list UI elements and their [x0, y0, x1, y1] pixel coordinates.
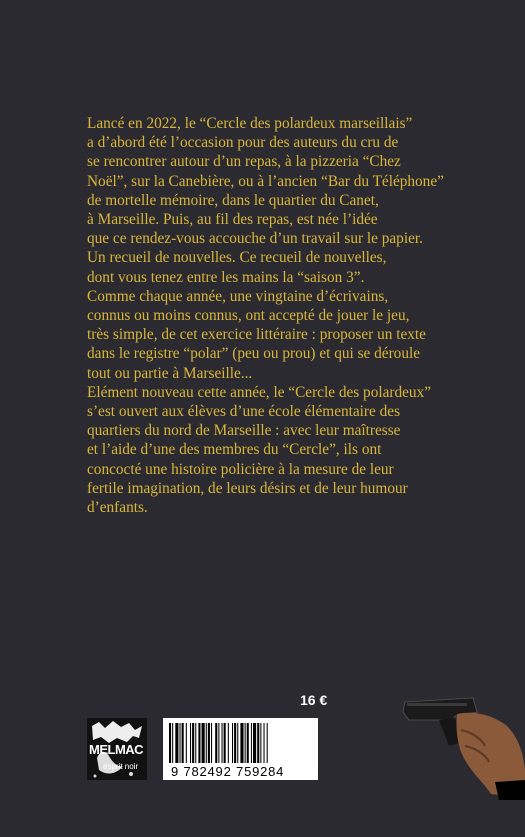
price-label: 16 € — [300, 692, 328, 708]
barcode-bar — [202, 723, 205, 763]
barcode-bar — [190, 723, 191, 763]
barcode-bar — [245, 723, 246, 763]
blurb-line: à Marseille. Puis, au fil des repas, est née l’idée — [87, 211, 378, 229]
barcode-bar — [215, 723, 217, 763]
barcode-bar — [182, 723, 184, 763]
barcode-bar — [228, 723, 229, 763]
barcode-bar — [267, 723, 268, 763]
barcode-bar — [251, 723, 252, 763]
barcode-bar — [195, 723, 196, 763]
melmac-logo — [87, 718, 147, 780]
barcode-bar — [257, 723, 259, 763]
barcode-bar — [253, 723, 256, 763]
barcode-bar — [247, 723, 249, 763]
isbn-number: 9 782492 759284 — [171, 764, 285, 779]
blurb-line: Noël”, sur la Canebière, ou à l’ancien “Bar du Téléphone” — [87, 172, 444, 190]
blurb-line: de mortelle mémoire, dans le quartier du Canet, — [87, 191, 379, 209]
blurb-line: que ce rendez-vous accouche d’un travail sur le papier. — [87, 230, 423, 248]
blurb-line: Lancé en 2022, le “Cercle des polardeux marseillais” — [87, 115, 413, 132]
blurb-line: s’est ouvert aux élèves d’une école élémentaire des — [87, 403, 401, 421]
barcode-bar — [232, 723, 233, 763]
barcode-bar — [222, 723, 223, 763]
blurb-line: dans le registre “polar” (peu ou prou) et qui se déroule — [87, 345, 421, 363]
barcode-bar — [234, 723, 236, 763]
publisher-imprint: esprit noir — [103, 762, 139, 771]
blurb-line: dont vous tenez entre les mains la “saison 3”. — [87, 268, 365, 286]
blurb-line: connus ou moins connus, ont accepté de jouer le jeu, — [87, 307, 410, 325]
barcode-bar — [192, 723, 194, 763]
barcode-bar — [175, 723, 178, 763]
blurb-line: fertile imagination, de leurs désirs et de leur humour — [87, 479, 408, 497]
barcode-bar — [240, 723, 243, 763]
barcode-bar — [237, 723, 238, 763]
barcode-bar — [208, 723, 210, 763]
barcode-bar — [260, 723, 261, 763]
blurb-line: d’enfants. — [87, 499, 148, 517]
barcode-bar — [218, 723, 219, 763]
blurb-line: Un recueil de nouvelles. Ce recueil de nouvelles, — [87, 249, 387, 267]
barcode-bar — [186, 723, 187, 763]
blurb-line: Elément nouveau cette année, le “Cercle des polardeux” — [87, 383, 432, 401]
blurb-line: se rencontrer autour d’un repas, à la pizzeria “Chez — [87, 153, 401, 171]
isbn-barcode — [163, 718, 318, 780]
blurb-line: tout ou partie à Marseille... — [87, 364, 253, 382]
blurb-line: a d’abord été l’occasion pour des auteurs du cru de — [87, 134, 399, 152]
blurb-line: Comme chaque année, une vingtaine d’écrivains, — [87, 287, 389, 305]
barcode-bar — [180, 723, 181, 763]
blurb-line: concocté une histoire policière à la mesure de leur — [87, 460, 394, 478]
barcode-bar — [198, 723, 200, 763]
barcode-bar — [211, 723, 212, 763]
blurb-text — [87, 114, 487, 517]
blurb-line: quartiers du nord de Marseille : avec leur maîtresse — [87, 422, 401, 440]
barcode-bar — [172, 723, 173, 763]
barcode-bar — [169, 723, 171, 763]
publisher-name: MELMAC — [89, 742, 144, 757]
barcode-bar — [224, 723, 226, 763]
barcode-bar — [206, 723, 207, 763]
gun-in-hand-icon — [395, 690, 525, 800]
blurb-line: et l’aide d’une des membres du “Cercle”, ils ont — [87, 441, 382, 459]
blurb-line: très simple, de cet exercice littéraire : proposer un texte — [87, 326, 426, 344]
barcode-bar — [264, 723, 265, 763]
